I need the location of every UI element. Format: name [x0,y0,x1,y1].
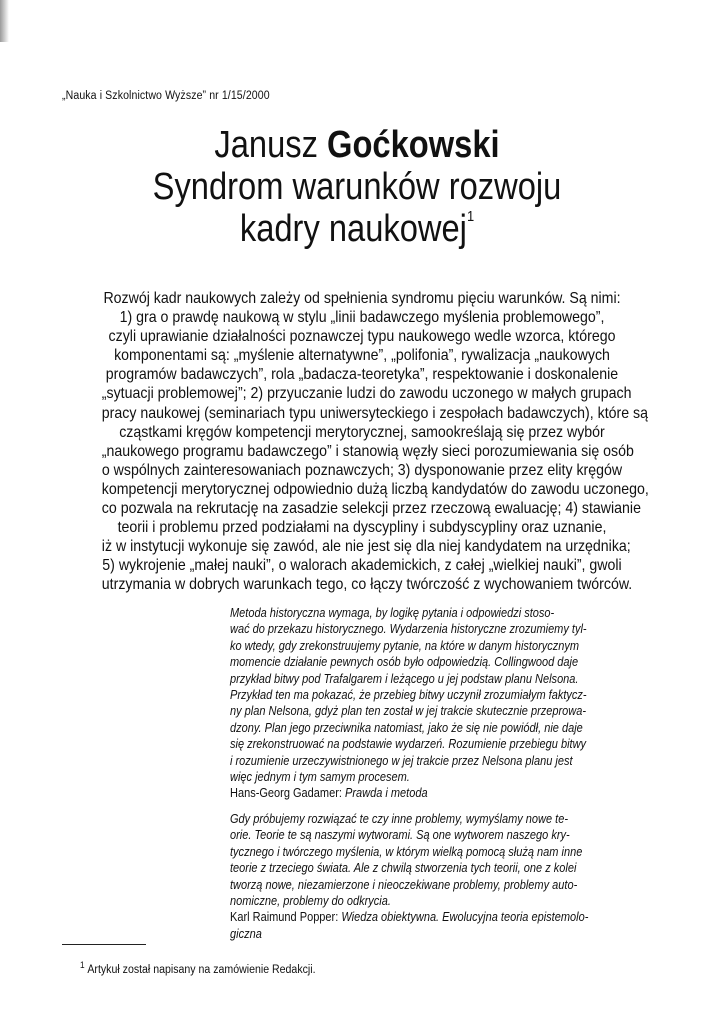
epigraph-line: tworzą nowe, niezamierzone i nieoczekiwane problemy, problemy auto- [230,876,578,892]
epigraph-line: dzony. Plan jego przeciwnika natomiast, jako że się nie powiódł, nie daje [230,719,583,735]
title-author [76,124,638,166]
epigraph-line: ko wtedy, gdy zrekonstruujemy pytanie, na które w danym historycznym [230,637,580,653]
epigraph-line: orie. Teorie te są naszymi wytworami. Są one wytworem naszego kry- [230,827,570,843]
title-line-3-text: kadry naukowej [239,208,467,250]
epigraph-line: teorie z trzeciego świata. Ale z chwilą stworzenia tych teorii, one z kolei [230,860,577,876]
epigraph-attribution [230,909,614,925]
epigraph-line: ny plan Nelsona, gdyż plan ten został w jej trakcie skutecznie przeprowa- [230,703,587,719]
epigraph-author: Hans-Georg Gadamer: [230,785,345,801]
footnote [80,960,316,976]
author-last-name: Goćkowski [327,124,500,166]
journal-header: „Nauka i Szkolnictwo Wyższe” nr 1/15/2000 [62,90,270,102]
abstract-line: teorii i problemu przed podziałami na dyscypliny i subdyscypliny oraz uznanie, [117,519,607,537]
title-line-3 [76,208,638,250]
abstract-line: komponentami są: „myślenie alternatywne”, „polifonia”, rywalizacja „naukowych [114,347,610,365]
epigraph-attribution [230,785,614,801]
epigraph-work-title-continued: giczna [230,925,262,941]
abstract [68,289,656,595]
abstract-line: iż w instytucji wykonuje się zawód, ale nie jest się dla niej kandydatem na urzędnika; [101,538,631,556]
epigraphs [230,605,676,942]
abstract-line: kompetencji merytorycznej odpowiednio dużą liczbą kandydatów do zawodu uczonego, [101,480,649,498]
epigraph-line: Przykład ten ma pokazać, że przebieg bitwy uczynił zrozumiałym faktycz- [230,687,587,703]
epigraph-line: wać do przekazu historycznego. Wydarzenia historyczne zrozumiemy tyl- [230,621,587,637]
epigraph-popper [230,811,676,942]
abstract-line: 1) gra o prawdę naukową w stylu „linii badawczego myślenia problemowego”, [119,309,605,327]
epigraph-work-title: Prawda i metoda [344,785,428,801]
abstract-line: „sytuacji problemowej”; 2) przyuczanie ludzi do zawodu uczonego w małych grupach [101,385,632,403]
title-line-2: Syndrom warunków rozwoju [152,166,562,208]
abstract-line: cząstkami kręgów kompetencji merytorycznej, samookreślają się przez wybór [119,423,605,441]
abstract-line: co pozwala na rekrutację na zasadzie selekcji przez rzeczową ewaluację; 4) stawianie [101,500,641,518]
epigraph-line: tycznego i twórczego myślenia, w którym wielką pomocą służą nam inne [230,843,583,859]
epigraph-line: Gdy próbujemy rozwiązać te czy inne problemy, wymyślamy nowe te- [230,810,569,826]
abstract-line: o wspólnych zainteresowaniach poznawczych; 3) dysponowanie przez elity kręgów [101,461,623,479]
epigraph-author: Karl Raimund Popper: [230,909,342,925]
epigraph-work-title: Wiedza obiektywna. Ewolucyjna teoria epistemolo- [341,909,589,925]
abstract-line: Rozwój kadr naukowych zależy od spełnienia syndromu pięciu warunków. Są nimi: [103,290,621,307]
epigraph-line: więc jednym i tym samym procesem. [230,769,410,785]
epigraph-line: momencie działanie pewnych osób było odpowiedzią. Collingwood daje [230,654,579,670]
epigraph-line: się zrekonstruować na podstawie wydarzeń. Rozumienie przebiegu bitwy [230,736,587,752]
author-first-name: Janusz [214,124,318,166]
footnote-number: 1 [80,960,85,970]
epigraph-line: nomiczne, problemy do odkrycia. [230,892,391,908]
abstract-line: programów badawczych”, rola „badacza-teoretyka”, respektowanie i doskonalenie [105,366,619,384]
footnote-divider [62,944,146,945]
footnote-text: Artykuł został napisany na zamówienie Redakcji. [87,964,316,976]
article-title [30,124,684,250]
abstract-line: „naukowego programu badawczego” i stanowią węzły sieci porozumiewania się osób [101,442,634,460]
footnote-marker: 1 [466,208,475,225]
epigraph-line: Metoda historyczna wymaga, by logikę pytania i odpowiedzi stoso- [230,605,555,620]
epigraph-line: przykład bitwy pod Trafalgarem i leżącego u jej podstaw planu Nelsona. [230,670,579,686]
abstract-line: 5) wykrojenie „małej nauki”, o walorach akademickich, z całej „wielkiej nauki”, gwoli [102,557,622,575]
abstract-line: czyli uprawianie działalności poznawczej typu naukowego wedle wzorca, którego [108,328,616,346]
epigraph-line: i rozumienie urzeczywistnionego w jej trakcie przez Nelsona planu jest [230,752,573,768]
abstract-line: utrzymania w dobrych warunkach tego, co łączy twórczość z wychowaniem twórców. [101,576,633,594]
abstract-line: pracy naukowej (seminariach typu uniwersyteckiego i zespołach badawczych), które są [101,404,649,422]
epigraph-gadamer [230,605,676,802]
scan-edge-shadow [0,0,9,42]
